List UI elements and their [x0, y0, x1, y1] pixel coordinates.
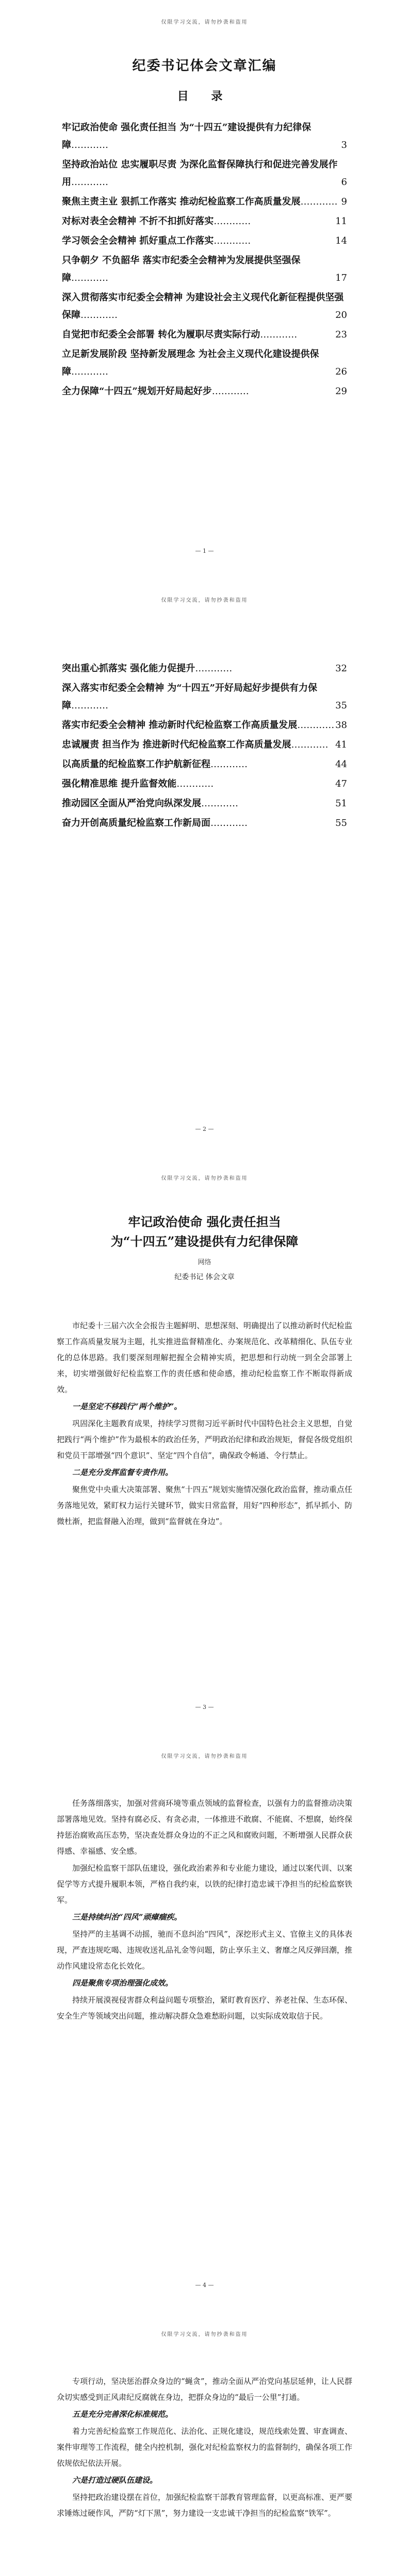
- toc-entry-page: 23: [335, 329, 347, 340]
- document-page-2: [0, 578, 409, 1156]
- toc-entry-page: 55: [335, 818, 347, 828]
- toc-entry-page: 38: [335, 720, 347, 731]
- toc-leader-dots: …………: [260, 329, 298, 340]
- toc-leader-dots: …………: [210, 759, 248, 770]
- toc-entry-page: 29: [335, 386, 347, 397]
- toc-entry-title: 强化精准思维 提升监督效能: [62, 778, 177, 789]
- toc-entry[interactable]: [62, 119, 347, 154]
- toc-entry-title: 牢记政治使命 强化责任担当 为“十四五”建设提供有力纪律保障: [62, 122, 312, 150]
- toc-entry-title: 推动园区全面从严治党向纵深发展: [62, 798, 201, 809]
- article-body: [57, 1795, 352, 2024]
- section-heading: 二是充分发挥监督专责作用。: [72, 1468, 173, 1477]
- toc-entry-title: 落实市纪委全会精神 推动新时代纪检监察工作高质量发展: [62, 720, 298, 731]
- toc-entry-page: 32: [335, 663, 347, 674]
- article-title-line-1: 牢记政治使命 强化责任担当: [128, 1214, 281, 1229]
- document-page-4: [0, 1734, 409, 2312]
- body-paragraph: 巩固深化主题教育成果，持续学习贯彻习近平新时代中国特色社会主义思想，自觉把践行“两个维护”作为最根本的政治任务，严明政治纪律和政治规矩，督促各级党组织和党员干部增强“四个意识”、坚定“四个自信”，确保政令畅通、令行禁止。: [57, 1419, 352, 1460]
- toc-entry[interactable]: [62, 795, 347, 812]
- toc-entry-title: 奋力开创高质量纪检监察工作新局面: [62, 818, 210, 828]
- toc-leader-dots: …………: [71, 177, 108, 188]
- toc-entry-title: 深入贯彻落实市纪委全会精神 为建设社会主义现代化新征程提供坚强保障: [62, 292, 344, 320]
- section-heading: 五是充分完善深化标准规范。: [72, 2410, 173, 2419]
- toc-entry-page: 20: [335, 310, 347, 320]
- toc-entry-title: 以高质量的纪检监察工作护航新征程: [62, 759, 210, 770]
- toc-entry-page: 3: [341, 140, 347, 150]
- toc-entry-title: 忠诚履责 担当作为 推进新时代纪检监察工作高质量发展: [62, 739, 291, 750]
- toc-entry-page: 6: [341, 177, 347, 188]
- body-paragraph: 专项行动，坚决惩治群众身边的“蝇贪”，推动全面从严治党向基层延伸，让人民群众切实感受到正风肃纪反腐就在身边，把群众身边的“最后一公里”打通。: [57, 2377, 352, 2402]
- toc-entry-title: 突出重心抓落实 强化能力促提升: [62, 663, 195, 674]
- toc-entry-title: 对标对表全会精神 不折不扣抓好落实: [62, 216, 214, 227]
- toc-entry-page: 14: [335, 235, 347, 246]
- toc-entry-page: 11: [335, 216, 347, 227]
- toc-entry-title: 自觉把市纪委全会部署 转化为履职尽责实际行动: [62, 329, 260, 340]
- document-page-5: [0, 2312, 409, 2576]
- article-body: [57, 2374, 352, 2521]
- toc-leader-dots: …………: [80, 310, 118, 320]
- toc-entry-title: 立足新发展阶段 坚持新发展理念 为社会主义现代化建设提供保障: [62, 349, 319, 377]
- page-number: — 2 —: [195, 1126, 214, 1132]
- toc-entry-title: 聚焦主责主业 狠抓工作落实 推动纪检监察工作高质量发展: [62, 196, 301, 207]
- toc-leader-dots: …………: [71, 700, 108, 711]
- body-paragraph: 着力完善纪检监察工作规范化、法治化、正规化建设，规范线索处置、审查调查、案件审理等工作流程，健全内控机制，强化对纪检监察权力的监督制约，确保各项工作依规依纪依法开展。: [57, 2427, 352, 2468]
- toc-entry[interactable]: [62, 815, 347, 832]
- page-number: — 1 —: [195, 548, 214, 554]
- body-paragraph: 任务落细落实，加强对营商环境等重点领域的监督检查，以强有力的监督推动决策部署落地见效。坚持有腐必反、有贪必肃，一体推进不敢腐、不能腐、不想腐，始终保持惩治腐败高压态势，坚决查处群众身边的不正之风和腐败问题，不断增强人民群众获得感、幸福感、安全感。: [57, 1799, 352, 1856]
- toc-entry[interactable]: [62, 775, 347, 793]
- toc-entry[interactable]: [62, 756, 347, 773]
- toc-leader-dots: …………: [71, 140, 108, 150]
- toc-entry[interactable]: [62, 213, 347, 230]
- toc-entry[interactable]: [62, 289, 347, 324]
- toc-leader-dots: …………: [211, 386, 249, 397]
- toc-entry[interactable]: [62, 193, 347, 211]
- toc-entry-title: 深入落实市纪委全会精神 为“十四五”开好局起好步提供有力保障: [62, 683, 317, 711]
- toc-leader-dots: …………: [210, 818, 248, 828]
- header-note: 仅限学习交流，请勿抄袭和盗用: [161, 2332, 248, 2337]
- toc-leader-dots: …………: [214, 235, 251, 246]
- toc-leader-dots: …………: [300, 196, 338, 207]
- header-note: 仅限学习交流，请勿抄袭和盗用: [161, 598, 248, 603]
- toc-entry-page: 9: [341, 196, 347, 207]
- toc-entry-page: 47: [335, 778, 347, 789]
- toc-entry[interactable]: [62, 660, 347, 677]
- toc-entry-title: 学习领会全会精神 抓好重点工作落实: [62, 235, 214, 246]
- header-note: 仅限学习交流，请勿抄袭和盗用: [161, 1176, 248, 1181]
- header-note: 仅限学习交流，请勿抄袭和盗用: [161, 1754, 248, 1759]
- toc-entry-title: 只争朝夕 不负韶华 落实市纪委全会精神为发展提供坚强保障: [62, 255, 301, 283]
- toc-entry-page: 41: [335, 739, 347, 750]
- table-of-contents: [62, 119, 347, 400]
- toc-entry-page: 17: [335, 273, 347, 283]
- body-paragraph: 坚持严的主基调不动摇，驰而不息纠治“四风”，深挖形式主义、官僚主义的具体表现，严查违规吃喝、违规收送礼品礼金等问题，防止享乐主义、奢靡之风反弹回潮，推动作风建设常态化长效化。: [57, 1929, 352, 1971]
- article-author: 网络: [198, 1259, 211, 1266]
- section-heading: 六是打造过硬队伍建设。: [72, 2476, 158, 2485]
- toc-heading: 目 录: [177, 90, 232, 103]
- toc-entry-title: 全力保障“十四五”规划开好局起好步: [62, 386, 212, 397]
- toc-leader-dots: …………: [71, 273, 108, 283]
- toc-entry[interactable]: [62, 383, 347, 400]
- section-heading: 一是坚定不移践行“两个维护”。: [72, 1402, 182, 1411]
- section-heading: 三是持续纠治“四风”顽瘴痼疾。: [72, 1912, 182, 1922]
- page-number: — 4 —: [195, 2282, 214, 2289]
- page-number: — 3 —: [195, 1704, 214, 1710]
- article-body: [57, 1318, 352, 1530]
- toc-entry[interactable]: [62, 736, 347, 754]
- body-paragraph: 聚焦党中央重大决策部署、聚焦“十四五”规划实施情况强化政治监督，推动重点任务落地见效，紧盯权力运行关键环节，做实日常监督，用好“四种形态”，抓早抓小、防微杜渐，把监督融入治理，做到“监督就在身边”。: [57, 1485, 352, 1526]
- body-paragraph: 持续开展漠视侵害群众利益问题专项整治，紧盯教育医疗、养老社保、生态环保、安全生产等领域突出问题，推动解决群众急难愁盼问题，以实际成效取信于民。: [57, 1995, 352, 2021]
- section-heading: 四是聚焦专项治理强化成效。: [72, 1978, 173, 1988]
- article-byline: 纪委书记 体会文章: [174, 1273, 235, 1281]
- toc-leader-dots: …………: [176, 778, 214, 789]
- body-paragraph: 坚持把政治建设摆在首位，加强纪检监察干部教育管理监督，以更高标准、更严要求锤炼过硬作风，严防“灯下黑”，努力建设一支忠诚干净担当的纪检监察“铁军”。: [57, 2493, 352, 2518]
- toc-leader-dots: …………: [297, 720, 335, 731]
- toc-entry[interactable]: [62, 156, 347, 191]
- toc-leader-dots: …………: [71, 366, 108, 377]
- table-of-contents-continued: [62, 660, 347, 832]
- document-page-3: [0, 1156, 409, 1734]
- document-page-1: [0, 0, 409, 578]
- toc-leader-dots: …………: [195, 663, 233, 674]
- header-note: 仅限学习交流，请勿抄袭和盗用: [161, 20, 248, 25]
- toc-leader-dots: …………: [291, 739, 329, 750]
- toc-entry-page: 26: [335, 366, 347, 377]
- body-paragraph: 市纪委十三届六次全会报告主题鲜明、思想深刻、明确提出了以推动新时代纪检监察工作高质量发展为主题，扎实推进监督精准化、办案规范化、改革精细化、队伍专业化的总体思路。我们要深刻理解把握全会精神实质，把思想和行动统一到全会部署上来，切实增强做好纪检监察工作的责任感和使命感，推动纪检监察工作不断取得新成效。: [57, 1321, 352, 1394]
- toc-entry-page: 35: [335, 700, 347, 711]
- toc-entry-page: 44: [335, 759, 347, 770]
- toc-entry[interactable]: [62, 680, 347, 715]
- toc-leader-dots: …………: [201, 798, 238, 809]
- body-paragraph: 加强纪检监察干部队伍建设，强化政治素养和专业能力建设，通过以案代训、以案促学等方式提升履职本领，严格自我约束，以铁的纪律打造忠诚干净担当的纪检监察铁军。: [57, 1863, 352, 1905]
- article-title: [0, 1212, 409, 1251]
- toc-entry[interactable]: [62, 252, 347, 287]
- article-title-line-2: 为“十四五”建设提供有力纪律保障: [110, 1234, 299, 1249]
- document-title: 纪委书记体会文章汇编: [132, 58, 277, 74]
- toc-entry[interactable]: [62, 232, 347, 250]
- toc-leader-dots: …………: [214, 216, 251, 227]
- toc-entry[interactable]: [62, 346, 347, 381]
- toc-entry-page: 51: [335, 798, 347, 809]
- toc-entry[interactable]: [62, 326, 347, 344]
- toc-entry-title: 坚持政治站位 忠实履职尽责 为深化监督保障执行和促进完善发展作用: [62, 159, 338, 188]
- toc-entry[interactable]: [62, 717, 347, 734]
